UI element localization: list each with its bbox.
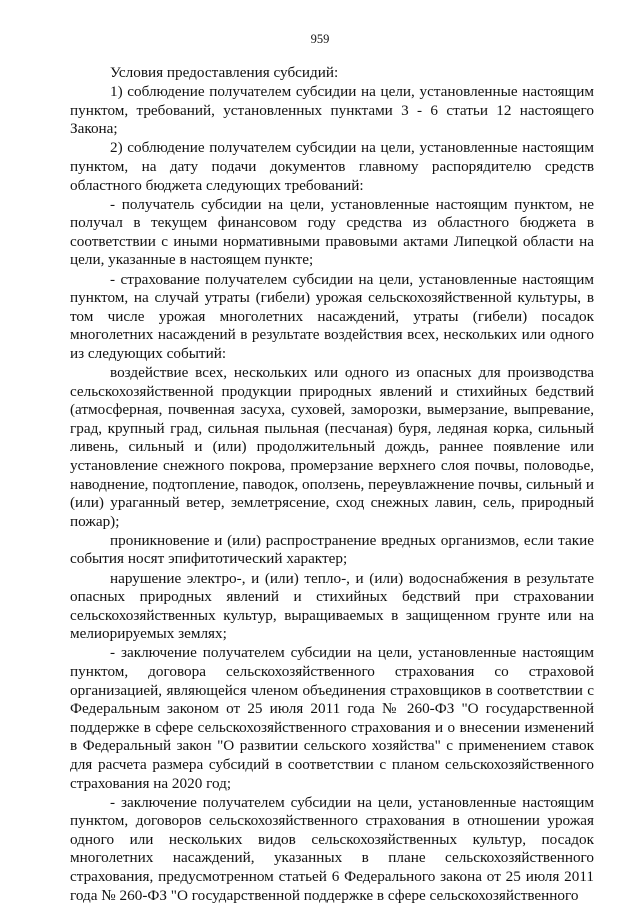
paragraph-requirement-insurance-contract: - заключение получателем субсидии на цели, установленные настоящим пунктом, договора сельскохозяйственного страхования со страховой организацией, являющейся членом объединения страховщиков в соответствии с Федеральным законом от 25 июля 2011 года № 260-ФЗ "О государственной поддержке в сфере сельскохозяйственного страхования и о внесении изменений в Федеральный закон "О развитии сельского хозяйства" с применением ставок для расчета размера субсидий в соответствии с планом сельскохозяйственного страхования на 2020 год; <box>70 644 594 792</box>
paragraph-requirement-no-other-funds: - получатель субсидии на цели, установленные настоящим пунктом, не получал в текущем финансовом году средства из областного бюджета в соответствии с иными нормативными правовыми актами Липецкой области на цели, указанные в настоящем пункте; <box>70 195 594 269</box>
paragraph-condition-1: 1) соблюдение получателем субсидии на цели, установленные настоящим пунктом, требований, установленных пунктами 3 - 6 статьи 12 настоящего Закона; <box>70 83 594 138</box>
page-number: 959 <box>310 32 330 46</box>
paragraph-event-pests: проникновение и (или) распространение вредных организмов, если такие события носят эпифитотический характер; <box>70 531 594 568</box>
paragraph-event-utility-disruption: нарушение электро-, и (или) тепло-, и (или) водоснабжения в результате опасных природных явлений и стихийных бедствий при страховании сельскохозяйственных культур, выращиваемых в защищенном грунте или на мелиорируемых землях; <box>70 569 594 643</box>
paragraph-requirement-insurance: - страхование получателем субсидии на цели, установленные настоящим пунктом, на случай утраты (гибели) урожая сельскохозяйственной культуры, в том числе урожая многолетних насаждений, утраты (гибели) посадок многолетних насаждений в результате воздействия всех, нескольких или одного из следующих событий: <box>70 270 594 362</box>
paragraph-requirement-insurance-contracts-crops: - заключение получателем субсидии на цели, установленные настоящим пунктом, договоров сельскохозяйственного страхования в отношении урожая одного или нескольких видов сельскохозяйственных культур, посадок многолетних насаждений, указанных в плане сельскохозяйственного страхования, предусмотренном статьей 6 Федерального закона от 25 июля 2011 года № 260-ФЗ "О государственной поддержке в сфере сельскохозяйственного <box>70 793 594 904</box>
document-body <box>70 64 594 905</box>
paragraph-event-natural-hazards: воздействие всех, нескольких или одного из опасных для производства сельскохозяйственной продукции природных явлений и стихийных бедствий (атмосферная, почвенная засуха, суховей, заморозки, вымерзание, выпревание, град, крупный град, сильная пыльная (песчаная) буря, ледяная корка, сильный ливень, сильный и (или) продолжительный дождь, раннее появление или установление снежного покрова, промерзание верхнего слоя почвы, половодье, наводнение, подтопление, паводок, оползень, переувлажнение почвы, сильный и (или) ураганный ветер, землетрясение, сход снежных лавин, сель, природный пожар); <box>70 364 594 530</box>
paragraph-condition-2: 2) соблюдение получателем субсидии на цели, установленные настоящим пунктом, на дату подачи документов главному распорядителю средств областного бюджета следующих требований: <box>70 139 594 194</box>
paragraph-conditions-heading: Условия предоставления субсидий: <box>110 64 339 81</box>
